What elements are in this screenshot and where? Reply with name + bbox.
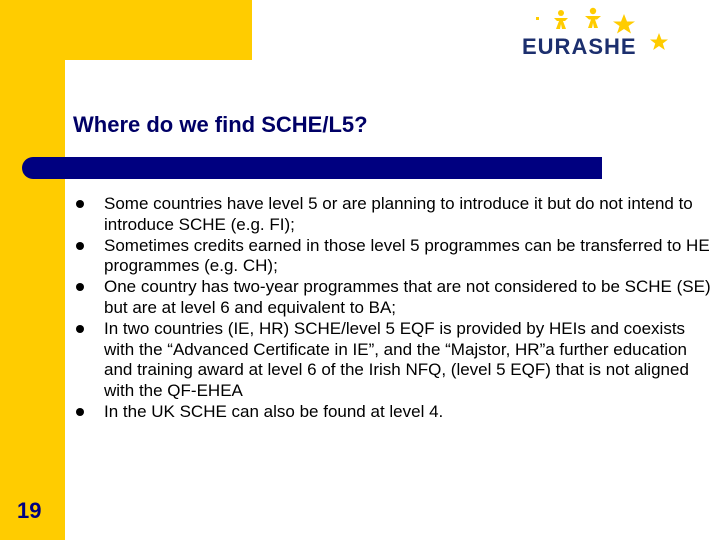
bullet-dot-icon [76,408,84,416]
eurashe-logo [516,4,676,64]
slide-title: Where do we find SCHE/L5? [73,112,368,137]
title-rule-bar [22,157,602,179]
content-corner [65,60,125,120]
bullet-item [72,402,712,423]
bullet-item [72,319,712,402]
bullet-text: One country has two-year programmes that are not considered to be SCHE (SE) but are at level 6 and equivalent to BA; [104,277,711,317]
bullet-item [72,194,712,236]
slide-number: 19 [17,498,42,523]
bullet-item [72,236,712,278]
bullet-dot-icon [76,200,84,208]
bullet-text: In two countries (IE, HR) SCHE/level 5 EQF is provided by HEIs and coexists with the “Advanced Certificate in IE”, and the “Majstor, HR”a further education and training award at level 6 of the Irish NFQ, (level 5 EQF) that is not aligned with the QF-EHEA [104,318,689,401]
bullet-dot-icon [76,283,84,291]
bullet-dot-icon [76,242,84,250]
logo-text: EURASHE [522,34,637,59]
bullet-dot-icon [76,325,84,333]
bullet-text: In the UK SCHE can also be found at level 4. [104,401,444,421]
bullet-text: Sometimes credits earned in those level 5 programmes can be transferred to HE programmes (e.g. CH); [104,235,710,276]
logo-star-icon [516,4,676,64]
bullet-list [72,194,712,423]
bullet-text: Some countries have level 5 or are planning to introduce it but do not intend to introduce SCHE (e.g. FI); [104,194,693,234]
yellow-sidebar [0,0,65,540]
yellow-header-band [0,0,252,60]
bullet-item [72,277,712,319]
